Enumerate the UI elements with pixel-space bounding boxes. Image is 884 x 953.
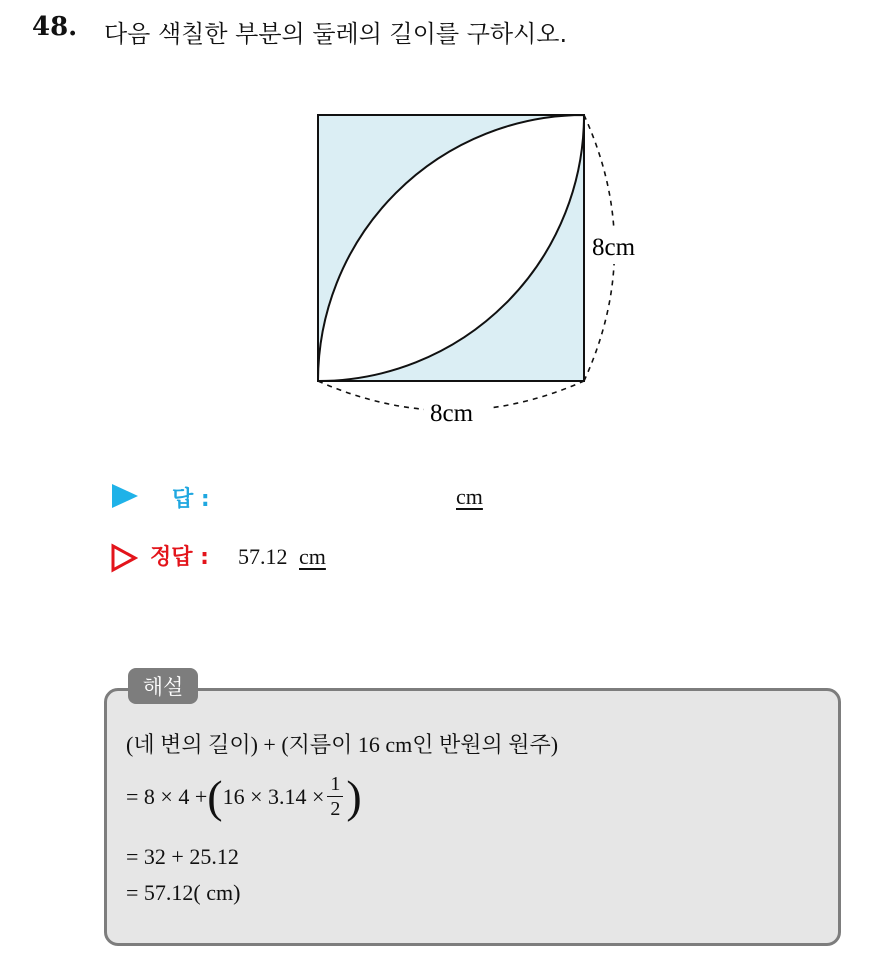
explanation-line-4: = 57.12( cm) bbox=[126, 880, 241, 905]
question-number: 48. bbox=[32, 12, 78, 42]
fraction-half bbox=[327, 772, 343, 821]
answer-label: 답 : bbox=[172, 487, 210, 512]
explanation-line-3: = 32 + 25.12 bbox=[126, 844, 239, 869]
explanation-tag: 해설 bbox=[128, 668, 198, 704]
explanation-line-2 bbox=[126, 772, 362, 821]
correct-label: 정답 : bbox=[150, 545, 209, 570]
line2-inner: 16 × 3.14 × bbox=[222, 783, 325, 809]
side-length-label: 8cm bbox=[592, 234, 636, 261]
close-paren: ) bbox=[346, 770, 362, 822]
explanation-line-1: (네 변의 길이) + (지름이 16 cm인 반원의 원주) bbox=[126, 732, 559, 757]
correct-value: 57.12 bbox=[238, 544, 288, 569]
fraction-denominator: 2 bbox=[330, 798, 341, 820]
correct-arrow-icon bbox=[110, 543, 138, 573]
geometry-figure bbox=[300, 100, 680, 440]
fraction-numerator: 1 bbox=[327, 772, 343, 797]
answer-arrow-icon bbox=[112, 484, 138, 512]
answer-unit: cm bbox=[456, 484, 483, 509]
line2-prefix: = 8 × 4 + bbox=[126, 783, 208, 809]
bottom-length-label: 8cm bbox=[430, 400, 474, 427]
open-paren: ( bbox=[207, 770, 223, 822]
question-text: 다음 색칠한 부분의 둘레의 길이를 구하시오. bbox=[104, 20, 568, 48]
correct-unit: cm bbox=[299, 544, 326, 569]
